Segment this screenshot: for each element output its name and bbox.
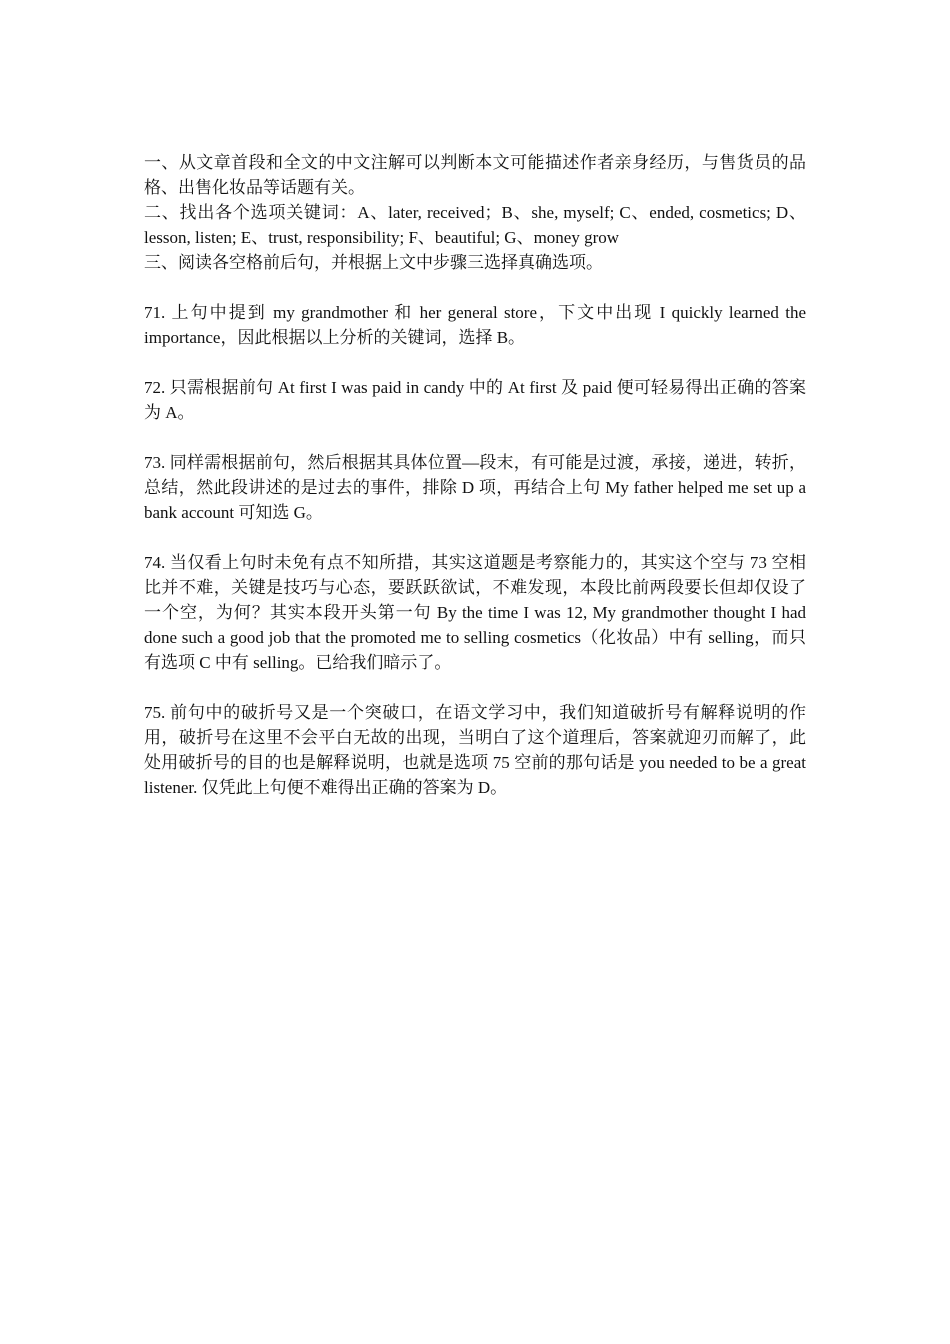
intro-step-2: 二、找出各个选项关键词：A、later, received；B、she, myself; C、ended, cosmetics; D、lesson, listen; E、trust, responsibility; F、beautiful; G、money grow — [144, 203, 806, 247]
answer-75: 75. 前句中的破折号又是一个突破口，在语文学习中，我们知道破折号有解释说明的作用，破折号在这里不会平白无故的出现，当明白了这个道理后，答案就迎刃而解了，此处用破折号的目的也是解释说明，也就是选项 75 空前的那句话是 you needed to be a great listener. 仅凭此上句便不难得出正确的答案为 D。 — [144, 703, 806, 797]
answer-71: 71. 上句中提到 my grandmother 和 her general store，下文中出现 I quickly learned the importance，因此根据以上分析的关键词，选择 B。 — [144, 303, 806, 347]
answer-73: 73. 同样需根据前句，然后根据其具体位置—段末，有可能是过渡，承接，递进，转折，总结，然此段讲述的是过去的事件，排除 D 项，再结合上句 My father helped me set up a bank account 可知选 G。 — [144, 453, 806, 522]
answer-74: 74. 当仅看上句时未免有点不知所措，其实这道题是考察能力的，其实这个空与 73 空相比并不难，关键是技巧与心态，要跃跃欲试，不难发现，本段比前两段要长但却仅设了一个空，为何？其实本段开头第一句 By the time I was 12, My grandmother thought I had done such a good job that the promoted me to selling cosmetics（化妆品）中有 selling，而只有选项 C 中有 selling。已给我们暗示了。 — [144, 553, 806, 672]
document-body — [144, 150, 806, 800]
intro-step-3: 三、阅读各空格前后句，并根据上文中步骤三选择真确选项。 — [144, 253, 603, 272]
answer-72: 72. 只需根据前句 At first I was paid in candy 中的 At first 及 paid 便可轻易得出正确的答案为 A。 — [144, 378, 806, 422]
intro-step-1: 一、从文章首段和全文的中文注解可以判断本文可能描述作者亲身经历，与售货员的品格、出售化妆品等话题有关。 — [144, 153, 806, 197]
